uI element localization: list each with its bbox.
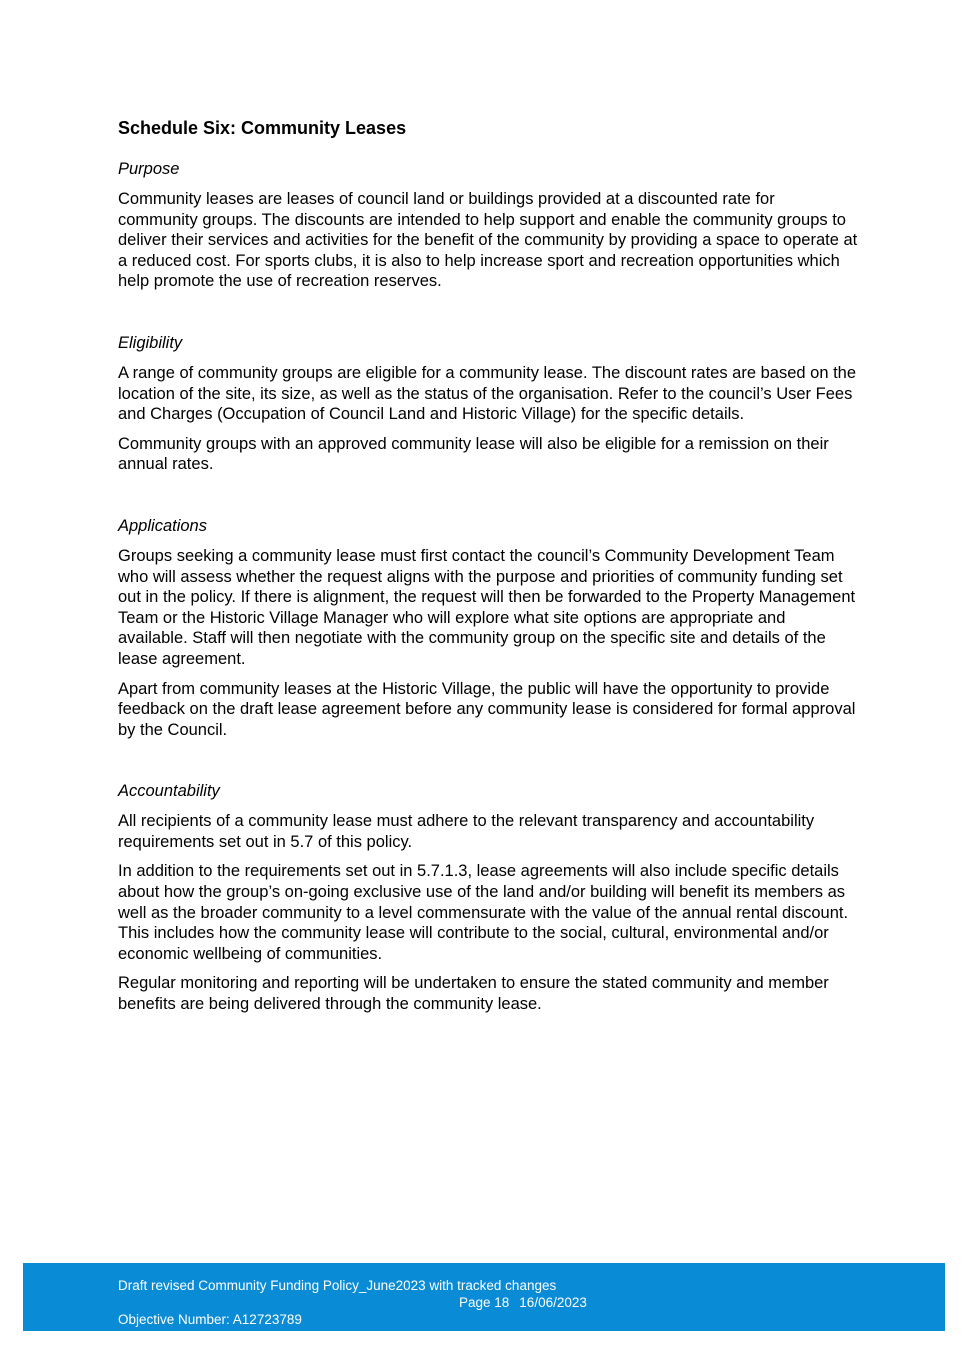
paragraph: All recipients of a community lease must adhere to the relevant transparency and accountability requirements set out in 5.7 of this policy. [118, 812, 815, 851]
paragraph: Groups seeking a community lease must first contact the council’s Community Development Team who will assess whether the request aligns with the purpose and priorities of community funding set out in the policy. If there is alignment, the request will then be forwarded to the Property Management Team or the Historic Village Manager who will explore what site options are appropriate and available. Staff will then negotiate with the community group on the specific site and details of the lease agreement. [118, 546, 856, 668]
paragraph: Community groups with an approved community lease will also be eligible for a remission on their annual rates. [118, 434, 829, 474]
section-heading: Accountability [118, 782, 220, 801]
footer-page-info [459, 1295, 587, 1312]
paragraph: Apart from community leases at the Historic Village, the public will have the opportunity to provide feedback on the draft lease agreement before any community lease is considered for formal approval by the Council. [118, 679, 856, 739]
section-applications [118, 516, 858, 740]
footer-objective-number: Objective Number: A12723789 [118, 1312, 302, 1327]
footer-document-name: Draft revised Community Funding Policy_June2023 with tracked changes [118, 1278, 557, 1293]
paragraph: In addition to the requirements set out in 5.7.1.3, lease agreements will also include specific details about how the group’s on-going exclusive use of the land and/or building will benefit its members as well as the broader community to a level commensurate with the value of the annual rental discount. This includes how the community lease will contribute to the social, cultural, environmental and/or economic wellbeing of communities. [118, 862, 849, 963]
footer-page-number: Page 18 [459, 1295, 510, 1310]
paragraph: Regular monitoring and reporting will be undertaken to ensure the stated community and member benefits are being delivered through the community lease. [118, 974, 829, 1014]
section-eligibility [118, 333, 858, 475]
section-heading: Purpose [118, 160, 180, 178]
page-footer [23, 1263, 945, 1331]
section-heading: Applications [118, 516, 207, 535]
section-purpose [118, 159, 858, 292]
page-title: Schedule Six: Community Leases [118, 118, 407, 138]
section-accountability [118, 781, 858, 1014]
footer-date: 16/06/2023 [519, 1295, 587, 1310]
paragraph: A range of community groups are eligible for a community lease. The discount rates are based on the location of the site, its size, as well as the status of the organisation. Refer to the council’s User Fees and Charges (Occupation of Council Land and Historic Village) for the specific details. [118, 363, 857, 424]
document-body [118, 117, 858, 1056]
paragraph: Community leases are leases of council land or buildings provided at a discounted rate for community groups. The discounts are intended to help support and enable the community groups to deliver their services and activities for the benefit of the community by providing a space to operate at a reduced cost. For sports clubs, it is also to help increase sport and recreation opportunities which help promote the use of recreation reserves. [118, 190, 858, 291]
section-heading: Eligibility [118, 333, 183, 352]
